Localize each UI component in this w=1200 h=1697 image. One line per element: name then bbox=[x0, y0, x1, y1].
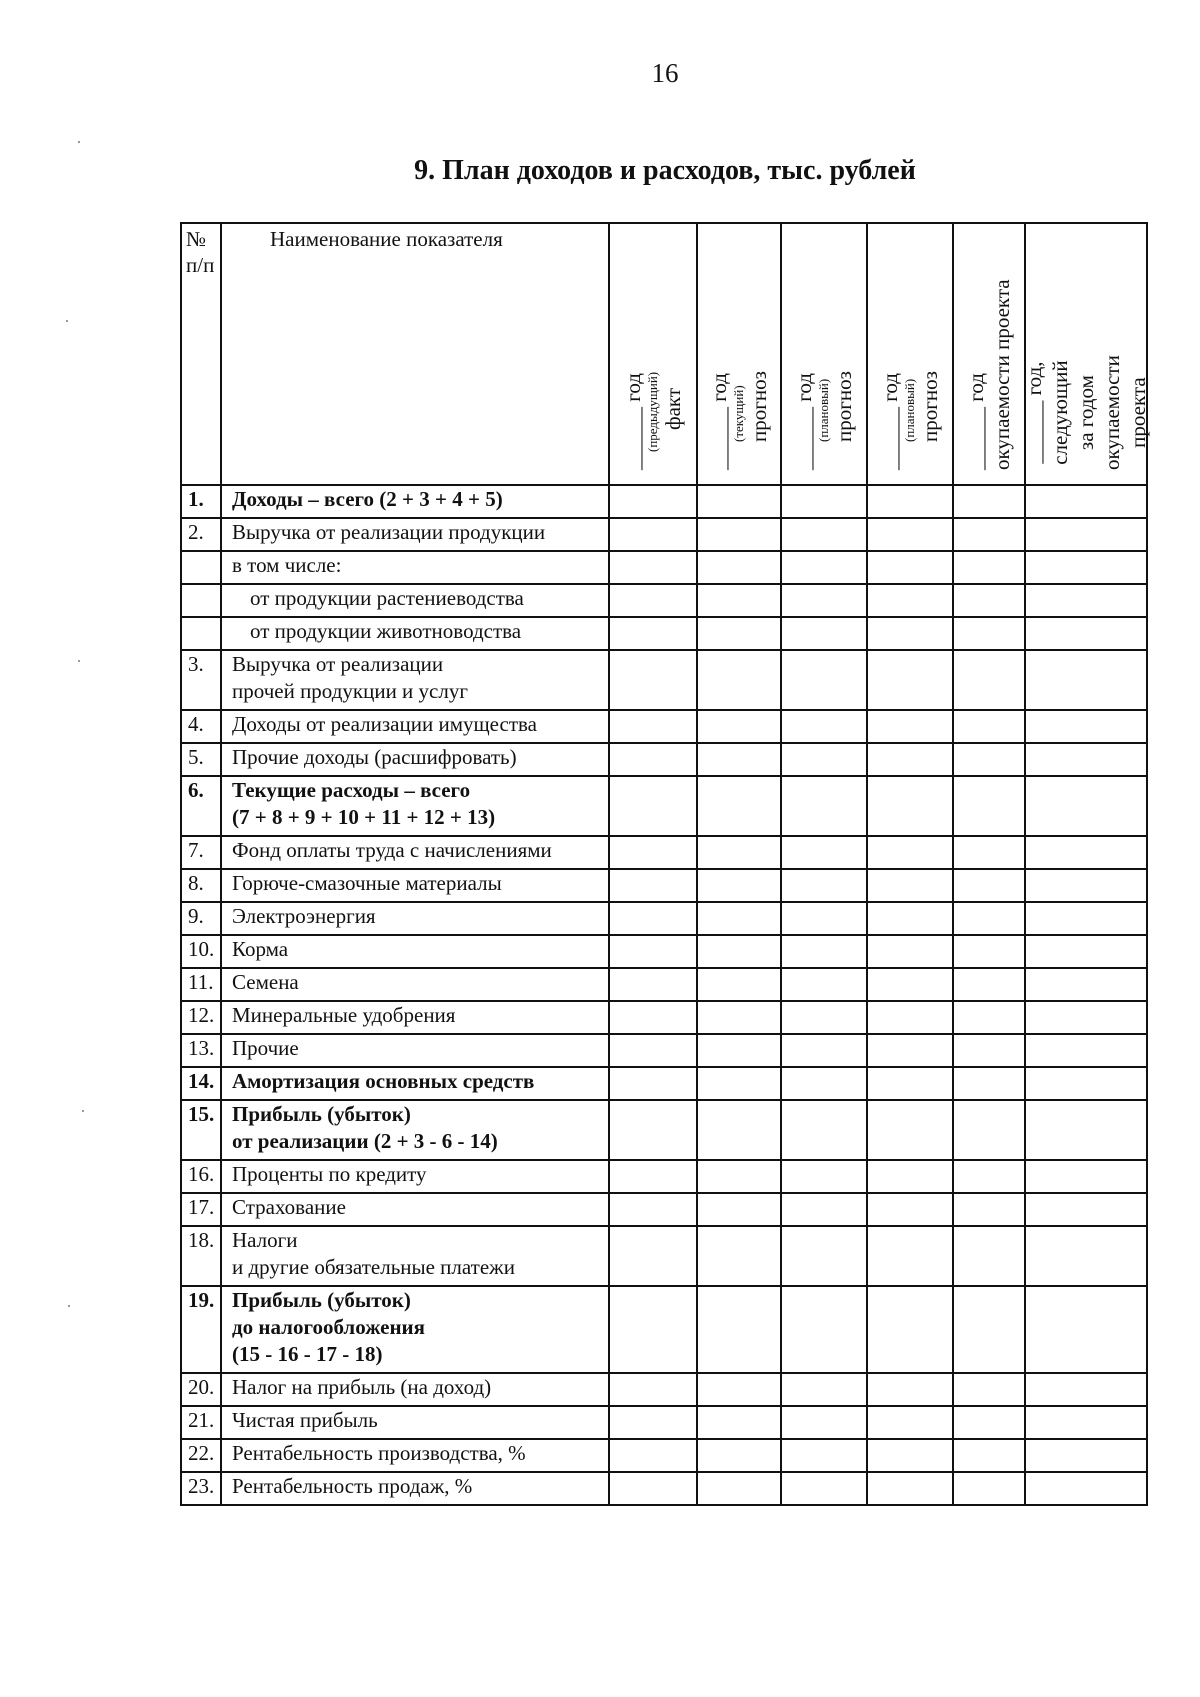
value-cell[interactable] bbox=[781, 1193, 867, 1226]
value-cell[interactable] bbox=[781, 1067, 867, 1100]
row-number: 13. bbox=[181, 1034, 221, 1067]
value-cell[interactable] bbox=[953, 518, 1025, 551]
row-number bbox=[181, 551, 221, 584]
row-indicator-name: Прочие доходы (расшифровать) bbox=[221, 743, 609, 776]
value-cell[interactable] bbox=[781, 485, 867, 518]
value-cell[interactable] bbox=[609, 1193, 697, 1226]
col-note: (текущий) bbox=[731, 385, 746, 442]
value-cell[interactable] bbox=[609, 1034, 697, 1067]
value-cell[interactable] bbox=[609, 776, 697, 836]
value-cell[interactable] bbox=[953, 650, 1025, 710]
value-cell[interactable] bbox=[1025, 1439, 1147, 1472]
col-year-label: ______ год bbox=[878, 373, 902, 470]
row-indicator-name: Прибыль (убыток) от реализации (2 + 3 - 6 - 14) bbox=[221, 1100, 609, 1160]
value-cell[interactable] bbox=[697, 1472, 781, 1505]
value-cell[interactable] bbox=[1025, 968, 1147, 1001]
value-cell[interactable] bbox=[1025, 1472, 1147, 1505]
table-row bbox=[181, 902, 1147, 935]
value-cell[interactable] bbox=[1025, 1067, 1147, 1100]
row-indicator-name: Прочие bbox=[221, 1034, 609, 1067]
value-cell[interactable] bbox=[609, 710, 697, 743]
value-cell[interactable] bbox=[697, 935, 781, 968]
table-row bbox=[181, 1472, 1147, 1505]
table-header-row bbox=[181, 223, 1147, 485]
value-cell[interactable] bbox=[867, 650, 953, 710]
value-cell[interactable] bbox=[609, 551, 697, 584]
value-cell[interactable] bbox=[1025, 1406, 1147, 1439]
value-cell[interactable] bbox=[867, 1472, 953, 1505]
col-label: следующий за годом окупаемости проекта bbox=[1048, 355, 1150, 470]
value-cell[interactable] bbox=[953, 1439, 1025, 1472]
table-row bbox=[181, 1100, 1147, 1160]
value-cell[interactable] bbox=[781, 650, 867, 710]
col-label: прогноз bbox=[832, 371, 856, 442]
value-cell[interactable] bbox=[697, 1406, 781, 1439]
row-indicator-name: Выручка от реализации продукции bbox=[221, 518, 609, 551]
value-cell[interactable] bbox=[953, 776, 1025, 836]
value-cell[interactable] bbox=[697, 968, 781, 1001]
row-number: 17. bbox=[181, 1193, 221, 1226]
value-cell[interactable] bbox=[781, 1226, 867, 1286]
value-cell[interactable] bbox=[1025, 1193, 1147, 1226]
value-cell[interactable] bbox=[697, 551, 781, 584]
row-number: 3. bbox=[181, 650, 221, 710]
value-cell[interactable] bbox=[867, 1034, 953, 1067]
col-year-label: ______ год bbox=[792, 373, 816, 470]
value-cell[interactable] bbox=[1025, 551, 1147, 584]
value-cell[interactable] bbox=[697, 1160, 781, 1193]
value-cell[interactable] bbox=[697, 869, 781, 902]
row-number bbox=[181, 617, 221, 650]
row-indicator-name: Прибыль (убыток) до налогообложения (15 - 16 - 17 - 18) bbox=[221, 1286, 609, 1373]
value-cell[interactable] bbox=[781, 710, 867, 743]
table-row bbox=[181, 1439, 1147, 1472]
value-cell[interactable] bbox=[1025, 650, 1147, 710]
value-cell[interactable] bbox=[867, 551, 953, 584]
table-row bbox=[181, 485, 1147, 518]
table-row bbox=[181, 935, 1147, 968]
col-label: прогноз bbox=[918, 371, 942, 442]
row-indicator-name: Доходы – всего (2 + 3 + 4 + 5) bbox=[221, 485, 609, 518]
header-col-payback-year bbox=[953, 223, 1025, 485]
table-row bbox=[181, 650, 1147, 710]
value-cell[interactable] bbox=[953, 1034, 1025, 1067]
table-row bbox=[181, 710, 1147, 743]
value-cell[interactable] bbox=[697, 650, 781, 710]
value-cell[interactable] bbox=[609, 617, 697, 650]
row-indicator-name: Горюче-смазочные материалы bbox=[221, 869, 609, 902]
value-cell[interactable] bbox=[1025, 1001, 1147, 1034]
value-cell[interactable] bbox=[781, 836, 867, 869]
header-col-planned-year-2 bbox=[867, 223, 953, 485]
value-cell[interactable] bbox=[953, 1193, 1025, 1226]
value-cell[interactable] bbox=[1025, 1286, 1147, 1373]
row-indicator-name: Минеральные удобрения bbox=[221, 1001, 609, 1034]
row-number: 15. bbox=[181, 1100, 221, 1160]
value-cell[interactable] bbox=[781, 1001, 867, 1034]
row-indicator-name: Рентабельность продаж, % bbox=[221, 1472, 609, 1505]
value-cell[interactable] bbox=[697, 1193, 781, 1226]
value-cell[interactable] bbox=[781, 869, 867, 902]
value-cell[interactable] bbox=[867, 1439, 953, 1472]
value-cell[interactable] bbox=[697, 1100, 781, 1160]
col-label: факт bbox=[661, 387, 685, 430]
row-indicator-name: Проценты по кредиту bbox=[221, 1160, 609, 1193]
row-indicator-name: от продукции растениеводства bbox=[221, 584, 609, 617]
value-cell[interactable] bbox=[953, 869, 1025, 902]
value-cell[interactable] bbox=[867, 1100, 953, 1160]
value-cell[interactable] bbox=[609, 836, 697, 869]
value-cell[interactable] bbox=[1025, 710, 1147, 743]
value-cell[interactable] bbox=[781, 776, 867, 836]
value-cell[interactable] bbox=[609, 1160, 697, 1193]
value-cell[interactable] bbox=[697, 1001, 781, 1034]
row-indicator-name: Амортизация основных средств bbox=[221, 1067, 609, 1100]
value-cell[interactable] bbox=[953, 1373, 1025, 1406]
row-indicator-name: Налоги и другие обязательные платежи bbox=[221, 1226, 609, 1286]
value-cell[interactable] bbox=[697, 1373, 781, 1406]
row-indicator-name: Налог на прибыль (на доход) bbox=[221, 1373, 609, 1406]
value-cell[interactable] bbox=[953, 836, 1025, 869]
value-cell[interactable] bbox=[609, 650, 697, 710]
value-cell[interactable] bbox=[867, 776, 953, 836]
table-row bbox=[181, 869, 1147, 902]
scan-speck bbox=[78, 660, 80, 662]
table-row bbox=[181, 743, 1147, 776]
value-cell[interactable] bbox=[609, 1286, 697, 1373]
row-indicator-name: в том числе: bbox=[221, 551, 609, 584]
row-indicator-name: Страхование bbox=[221, 1193, 609, 1226]
value-cell[interactable] bbox=[1025, 1226, 1147, 1286]
value-cell[interactable] bbox=[1025, 1100, 1147, 1160]
row-indicator-name: от продукции животноводства bbox=[221, 617, 609, 650]
value-cell[interactable] bbox=[781, 968, 867, 1001]
value-cell[interactable] bbox=[697, 710, 781, 743]
table-row bbox=[181, 1406, 1147, 1439]
scan-speck bbox=[66, 320, 68, 322]
table-row bbox=[181, 1067, 1147, 1100]
row-indicator-name: Семена bbox=[221, 968, 609, 1001]
row-number: 7. bbox=[181, 836, 221, 869]
row-number: 18. bbox=[181, 1226, 221, 1286]
col-year-label: ______ год bbox=[964, 373, 988, 470]
scan-speck bbox=[68, 1305, 70, 1307]
row-number: 10. bbox=[181, 935, 221, 968]
value-cell[interactable] bbox=[697, 584, 781, 617]
value-cell[interactable] bbox=[697, 902, 781, 935]
value-cell[interactable] bbox=[1025, 1034, 1147, 1067]
value-cell[interactable] bbox=[953, 1160, 1025, 1193]
table-row bbox=[181, 518, 1147, 551]
value-cell[interactable] bbox=[953, 935, 1025, 968]
value-cell[interactable] bbox=[953, 1067, 1025, 1100]
value-cell[interactable] bbox=[781, 1286, 867, 1373]
value-cell[interactable] bbox=[697, 1067, 781, 1100]
value-cell[interactable] bbox=[867, 1286, 953, 1373]
col-note: (плановый) bbox=[816, 378, 831, 442]
row-number: 14. bbox=[181, 1067, 221, 1100]
value-cell[interactable] bbox=[697, 743, 781, 776]
value-cell[interactable] bbox=[781, 1439, 867, 1472]
value-cell[interactable] bbox=[953, 743, 1025, 776]
value-cell[interactable] bbox=[867, 743, 953, 776]
value-cell[interactable] bbox=[609, 584, 697, 617]
value-cell[interactable] bbox=[609, 1226, 697, 1286]
value-cell[interactable] bbox=[867, 485, 953, 518]
value-cell[interactable] bbox=[781, 1406, 867, 1439]
value-cell[interactable] bbox=[697, 1286, 781, 1373]
value-cell[interactable] bbox=[867, 836, 953, 869]
row-indicator-name: Текущие расходы – всего (7 + 8 + 9 + 10 + 11 + 12 + 13) bbox=[221, 776, 609, 836]
value-cell[interactable] bbox=[867, 902, 953, 935]
value-cell[interactable] bbox=[867, 1193, 953, 1226]
row-number: 16. bbox=[181, 1160, 221, 1193]
row-number: 1. bbox=[181, 485, 221, 518]
table-row bbox=[181, 1001, 1147, 1034]
row-number: 5. bbox=[181, 743, 221, 776]
value-cell[interactable] bbox=[609, 1001, 697, 1034]
value-cell[interactable] bbox=[867, 710, 953, 743]
row-indicator-name: Доходы от реализации имущества bbox=[221, 710, 609, 743]
value-cell[interactable] bbox=[867, 935, 953, 968]
value-cell[interactable] bbox=[1025, 776, 1147, 836]
scan-speck bbox=[82, 1110, 84, 1112]
value-cell[interactable] bbox=[1025, 869, 1147, 902]
table-row bbox=[181, 1034, 1147, 1067]
value-cell[interactable] bbox=[867, 1406, 953, 1439]
value-cell[interactable] bbox=[697, 776, 781, 836]
value-cell[interactable] bbox=[867, 1001, 953, 1034]
value-cell[interactable] bbox=[953, 710, 1025, 743]
value-cell[interactable] bbox=[781, 1472, 867, 1505]
value-cell[interactable] bbox=[953, 1406, 1025, 1439]
row-number: 22. bbox=[181, 1439, 221, 1472]
value-cell[interactable] bbox=[781, 1100, 867, 1160]
header-number: № п/п bbox=[181, 223, 221, 485]
value-cell[interactable] bbox=[781, 1373, 867, 1406]
value-cell[interactable] bbox=[781, 518, 867, 551]
value-cell[interactable] bbox=[609, 485, 697, 518]
value-cell[interactable] bbox=[867, 869, 953, 902]
value-cell[interactable] bbox=[609, 1439, 697, 1472]
row-number bbox=[181, 584, 221, 617]
value-cell[interactable] bbox=[609, 1100, 697, 1160]
value-cell[interactable] bbox=[697, 836, 781, 869]
header-col-current-year bbox=[697, 223, 781, 485]
value-cell[interactable] bbox=[781, 584, 867, 617]
value-cell[interactable] bbox=[867, 1373, 953, 1406]
value-cell[interactable] bbox=[609, 518, 697, 551]
col-label: окупаемости проекта bbox=[990, 279, 1014, 470]
value-cell[interactable] bbox=[1025, 518, 1147, 551]
value-cell[interactable] bbox=[867, 1226, 953, 1286]
row-number: 6. bbox=[181, 776, 221, 836]
value-cell[interactable] bbox=[609, 1067, 697, 1100]
row-indicator-name: Рентабельность производства, % bbox=[221, 1439, 609, 1472]
value-cell[interactable] bbox=[1025, 902, 1147, 935]
value-cell[interactable] bbox=[781, 1160, 867, 1193]
table-row bbox=[181, 836, 1147, 869]
table-row bbox=[181, 617, 1147, 650]
value-cell[interactable] bbox=[697, 485, 781, 518]
value-cell[interactable] bbox=[1025, 836, 1147, 869]
col-year-label: ______ год, bbox=[1022, 361, 1046, 464]
value-cell[interactable] bbox=[1025, 617, 1147, 650]
row-number: 9. bbox=[181, 902, 221, 935]
table-row bbox=[181, 968, 1147, 1001]
value-cell[interactable] bbox=[697, 1439, 781, 1472]
value-cell[interactable] bbox=[953, 902, 1025, 935]
table-row bbox=[181, 1286, 1147, 1373]
table-row bbox=[181, 1160, 1147, 1193]
scan-speck bbox=[78, 141, 80, 143]
income-expense-table bbox=[180, 222, 1148, 1506]
value-cell[interactable] bbox=[953, 968, 1025, 1001]
value-cell[interactable] bbox=[953, 1100, 1025, 1160]
value-cell[interactable] bbox=[781, 617, 867, 650]
page-number: 16 bbox=[651, 58, 679, 88]
value-cell[interactable] bbox=[609, 1472, 697, 1505]
col-note: (плановый) bbox=[902, 378, 917, 442]
value-cell[interactable] bbox=[781, 1034, 867, 1067]
value-cell[interactable] bbox=[609, 1373, 697, 1406]
col-year-label: ______ год bbox=[707, 373, 731, 470]
value-cell[interactable] bbox=[867, 584, 953, 617]
row-number: 12. bbox=[181, 1001, 221, 1034]
row-indicator-name: Выручка от реализации прочей продукции и услуг bbox=[221, 650, 609, 710]
row-indicator-name: Корма bbox=[221, 935, 609, 968]
page-title: 9. План доходов и расходов, тыс. рублей bbox=[414, 155, 916, 186]
row-number: 2. bbox=[181, 518, 221, 551]
value-cell[interactable] bbox=[867, 1067, 953, 1100]
header-col-after-payback-year bbox=[1022, 223, 1150, 485]
table-body bbox=[181, 485, 1147, 1505]
table-row bbox=[181, 1373, 1147, 1406]
value-cell[interactable] bbox=[953, 1472, 1025, 1505]
value-cell[interactable] bbox=[609, 743, 697, 776]
value-cell[interactable] bbox=[867, 1160, 953, 1193]
value-cell[interactable] bbox=[953, 584, 1025, 617]
table-row bbox=[181, 584, 1147, 617]
row-number: 11. bbox=[181, 968, 221, 1001]
value-cell[interactable] bbox=[867, 518, 953, 551]
row-indicator-name: Электроэнергия bbox=[221, 902, 609, 935]
table-row bbox=[181, 551, 1147, 584]
value-cell[interactable] bbox=[953, 1226, 1025, 1286]
row-number: 8. bbox=[181, 869, 221, 902]
row-number: 20. bbox=[181, 1373, 221, 1406]
table-row bbox=[181, 1193, 1147, 1226]
value-cell[interactable] bbox=[781, 902, 867, 935]
header-indicator-name: Наименование показателя bbox=[221, 223, 609, 485]
value-cell[interactable] bbox=[781, 551, 867, 584]
value-cell[interactable] bbox=[867, 617, 953, 650]
value-cell[interactable] bbox=[1025, 743, 1147, 776]
value-cell[interactable] bbox=[953, 1286, 1025, 1373]
col-label: прогноз bbox=[747, 371, 771, 442]
value-cell[interactable] bbox=[1025, 935, 1147, 968]
value-cell[interactable] bbox=[697, 617, 781, 650]
row-indicator-name: Чистая прибыль bbox=[221, 1406, 609, 1439]
value-cell[interactable] bbox=[867, 968, 953, 1001]
row-number: 21. bbox=[181, 1406, 221, 1439]
value-cell[interactable] bbox=[953, 617, 1025, 650]
value-cell[interactable] bbox=[609, 935, 697, 968]
col-note: (предыдущий) bbox=[645, 371, 660, 452]
table-row bbox=[181, 776, 1147, 836]
value-cell[interactable] bbox=[781, 935, 867, 968]
value-cell[interactable] bbox=[953, 551, 1025, 584]
value-cell[interactable] bbox=[697, 518, 781, 551]
value-cell[interactable] bbox=[1025, 1160, 1147, 1193]
value-cell[interactable] bbox=[609, 968, 697, 1001]
value-cell[interactable] bbox=[609, 902, 697, 935]
value-cell[interactable] bbox=[953, 485, 1025, 518]
value-cell[interactable] bbox=[609, 1406, 697, 1439]
col-year-label: ______ год bbox=[621, 373, 645, 470]
value-cell[interactable] bbox=[1025, 1373, 1147, 1406]
header-col-planned-year-1 bbox=[781, 223, 867, 485]
value-cell[interactable] bbox=[1025, 584, 1147, 617]
value-cell[interactable] bbox=[953, 1001, 1025, 1034]
table-row bbox=[181, 1226, 1147, 1286]
header-col-previous-year bbox=[609, 223, 697, 485]
value-cell[interactable] bbox=[697, 1226, 781, 1286]
value-cell[interactable] bbox=[1025, 485, 1147, 518]
row-number: 19. bbox=[181, 1286, 221, 1373]
row-number: 4. bbox=[181, 710, 221, 743]
value-cell[interactable] bbox=[697, 1034, 781, 1067]
value-cell[interactable] bbox=[609, 869, 697, 902]
row-indicator-name: Фонд оплаты труда с начислениями bbox=[221, 836, 609, 869]
row-number: 23. bbox=[181, 1472, 221, 1505]
value-cell[interactable] bbox=[781, 743, 867, 776]
